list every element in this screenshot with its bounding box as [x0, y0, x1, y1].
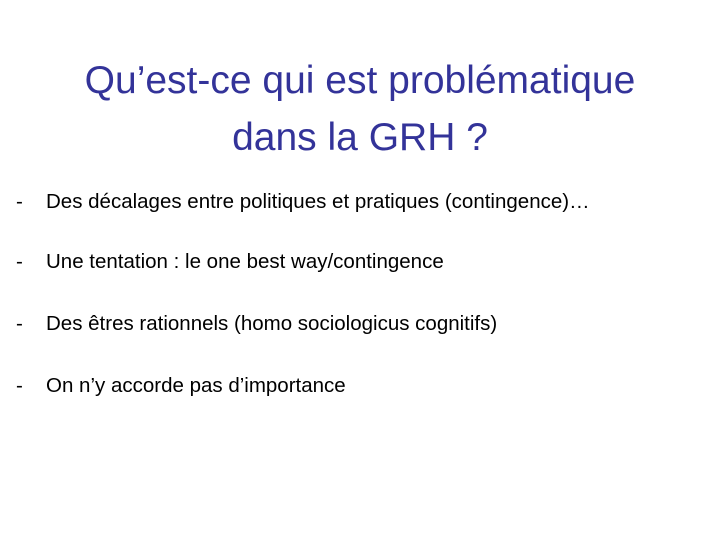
- title-line-2: dans la GRH ?: [232, 116, 488, 159]
- bullet-text: On n’y accorde pas d’importance: [46, 374, 346, 397]
- bullet-dash: -: [16, 312, 23, 335]
- bullet-text: Des êtres rationnels (homo sociologicus cognitifs): [46, 312, 498, 335]
- bullet-item: [16, 368, 346, 404]
- bullet-dash: -: [16, 374, 23, 397]
- bullet-dash: -: [16, 250, 23, 273]
- bullet-text: Une tentation : le one best way/contingence: [46, 250, 444, 273]
- bullet-item: [16, 184, 590, 220]
- bullet-dash: -: [16, 190, 23, 213]
- bullet-text: Des décalages entre politiques et pratiques (contingence)…: [46, 190, 590, 213]
- bullet-item: [16, 244, 444, 280]
- bullet-item: [16, 306, 497, 342]
- title-line-1: Qu’est-ce qui est problématique: [84, 59, 636, 102]
- slide-title: [0, 52, 720, 166]
